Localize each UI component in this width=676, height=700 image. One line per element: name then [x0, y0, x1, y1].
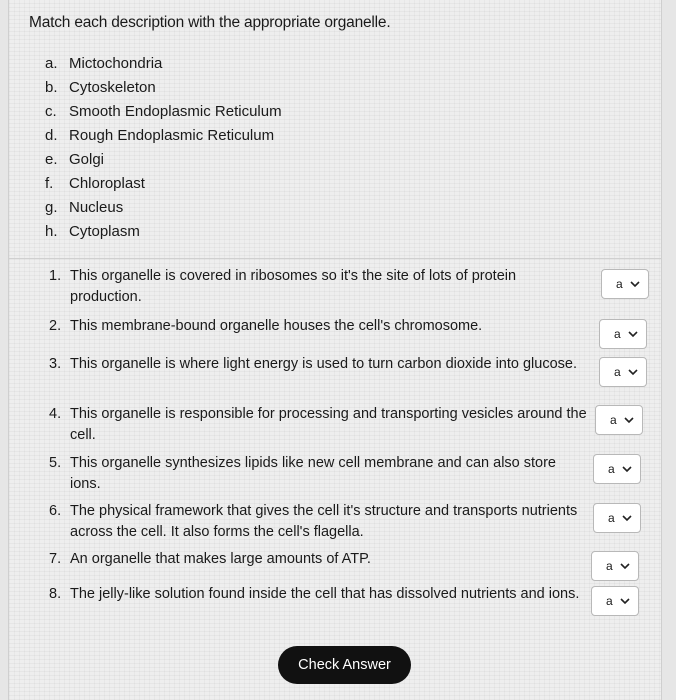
answer-select-1[interactable]: [601, 269, 649, 299]
question-text: This organelle is where light energy is used to turn carbon dioxide into glucose.: [70, 356, 577, 372]
selected-value: a: [608, 511, 615, 525]
question-text: This organelle is covered in ribosomes so it's the site of lots of protein production.: [70, 268, 517, 305]
selected-value: a: [606, 559, 613, 573]
option-label: Cytoplasm: [69, 223, 140, 240]
answer-select-6[interactable]: [593, 503, 641, 533]
answer-select-4[interactable]: [595, 405, 643, 435]
answer-select-3[interactable]: [599, 357, 647, 387]
organelle-options-list: [45, 52, 282, 244]
selected-value: a: [606, 594, 613, 608]
option-label: Chloroplast: [69, 175, 145, 192]
check-answer-button[interactable]: Check Answer: [278, 646, 411, 684]
option-item: h. Cytoplasm: [45, 220, 282, 244]
question-text: This organelle is responsible for processing and transporting vesicles around the cell.: [70, 406, 587, 443]
option-label: Nucleus: [69, 199, 124, 216]
question-item-2: 2. This membrane-bound organelle houses the cell's chromosome.: [49, 316, 589, 337]
option-item: b. Cytoskeleton: [45, 76, 282, 100]
question-text: The jelly-like solution found inside the cell that has dissolved nutrients and ions.: [70, 586, 580, 602]
answer-select-2[interactable]: [599, 319, 647, 349]
question-item-5: 5. This organelle synthesizes lipids like new cell membrane and can also store ions.: [49, 453, 589, 495]
selected-value: a: [616, 277, 623, 291]
option-item: g. Nucleus: [45, 196, 282, 220]
option-item: a. Mictochondria: [45, 52, 282, 76]
question-text: This membrane-bound organelle houses the cell's chromosome.: [70, 318, 483, 334]
answer-select-7[interactable]: [591, 551, 639, 581]
option-label: Smooth Endoplasmic Reticulum: [69, 103, 282, 120]
selected-value: a: [614, 327, 621, 341]
question-item-6: 6. The physical framework that gives the cell it's structure and transports nutrients across the cell. It also forms the cell's flagella.: [49, 501, 589, 543]
answer-select-8[interactable]: [591, 586, 639, 616]
selected-value: a: [614, 365, 621, 379]
divider: [9, 258, 661, 259]
option-label: Cytoskeleton: [69, 79, 156, 96]
question-prompt: Match each description with the appropriate organelle.: [29, 14, 391, 31]
option-item: d. Rough Endoplasmic Reticulum: [45, 124, 282, 148]
selected-value: a: [608, 462, 615, 476]
question-panel: [8, 0, 662, 700]
selected-value: a: [610, 413, 617, 427]
chevron-down-icon: [619, 595, 631, 607]
option-item: c. Smooth Endoplasmic Reticulum: [45, 100, 282, 124]
chevron-down-icon: [627, 328, 639, 340]
answer-select-5[interactable]: [593, 454, 641, 484]
question-text: The physical framework that gives the cell it's structure and transports nutrients across the cell. It also forms the cell's flagella.: [70, 503, 578, 540]
question-item-8: 8. The jelly-like solution found inside the cell that has dissolved nutrients and ions.: [49, 584, 589, 605]
question-item-4: 4. This organelle is responsible for processing and transporting vesicles around the cell.: [49, 404, 589, 446]
question-item-7: 7. An organelle that makes large amounts of ATP.: [49, 549, 589, 570]
option-label: Golgi: [69, 151, 105, 168]
option-item: f. Chloroplast: [45, 172, 282, 196]
chevron-down-icon: [621, 463, 633, 475]
option-label: Rough Endoplasmic Reticulum: [69, 127, 275, 144]
chevron-down-icon: [621, 512, 633, 524]
question-item-1: 1. This organelle is covered in ribosomes so it's the site of lots of protein production.: [49, 266, 589, 308]
chevron-down-icon: [629, 278, 641, 290]
chevron-down-icon: [627, 366, 639, 378]
option-item: e. Golgi: [45, 148, 282, 172]
question-text: This organelle synthesizes lipids like new cell membrane and can also store ions.: [70, 455, 556, 492]
question-text: An organelle that makes large amounts of ATP.: [70, 551, 371, 567]
chevron-down-icon: [623, 414, 635, 426]
question-item-3: 3. This organelle is where light energy is used to turn carbon dioxide into glucose.: [49, 354, 589, 375]
option-label: Mictochondria: [69, 55, 163, 72]
chevron-down-icon: [619, 560, 631, 572]
